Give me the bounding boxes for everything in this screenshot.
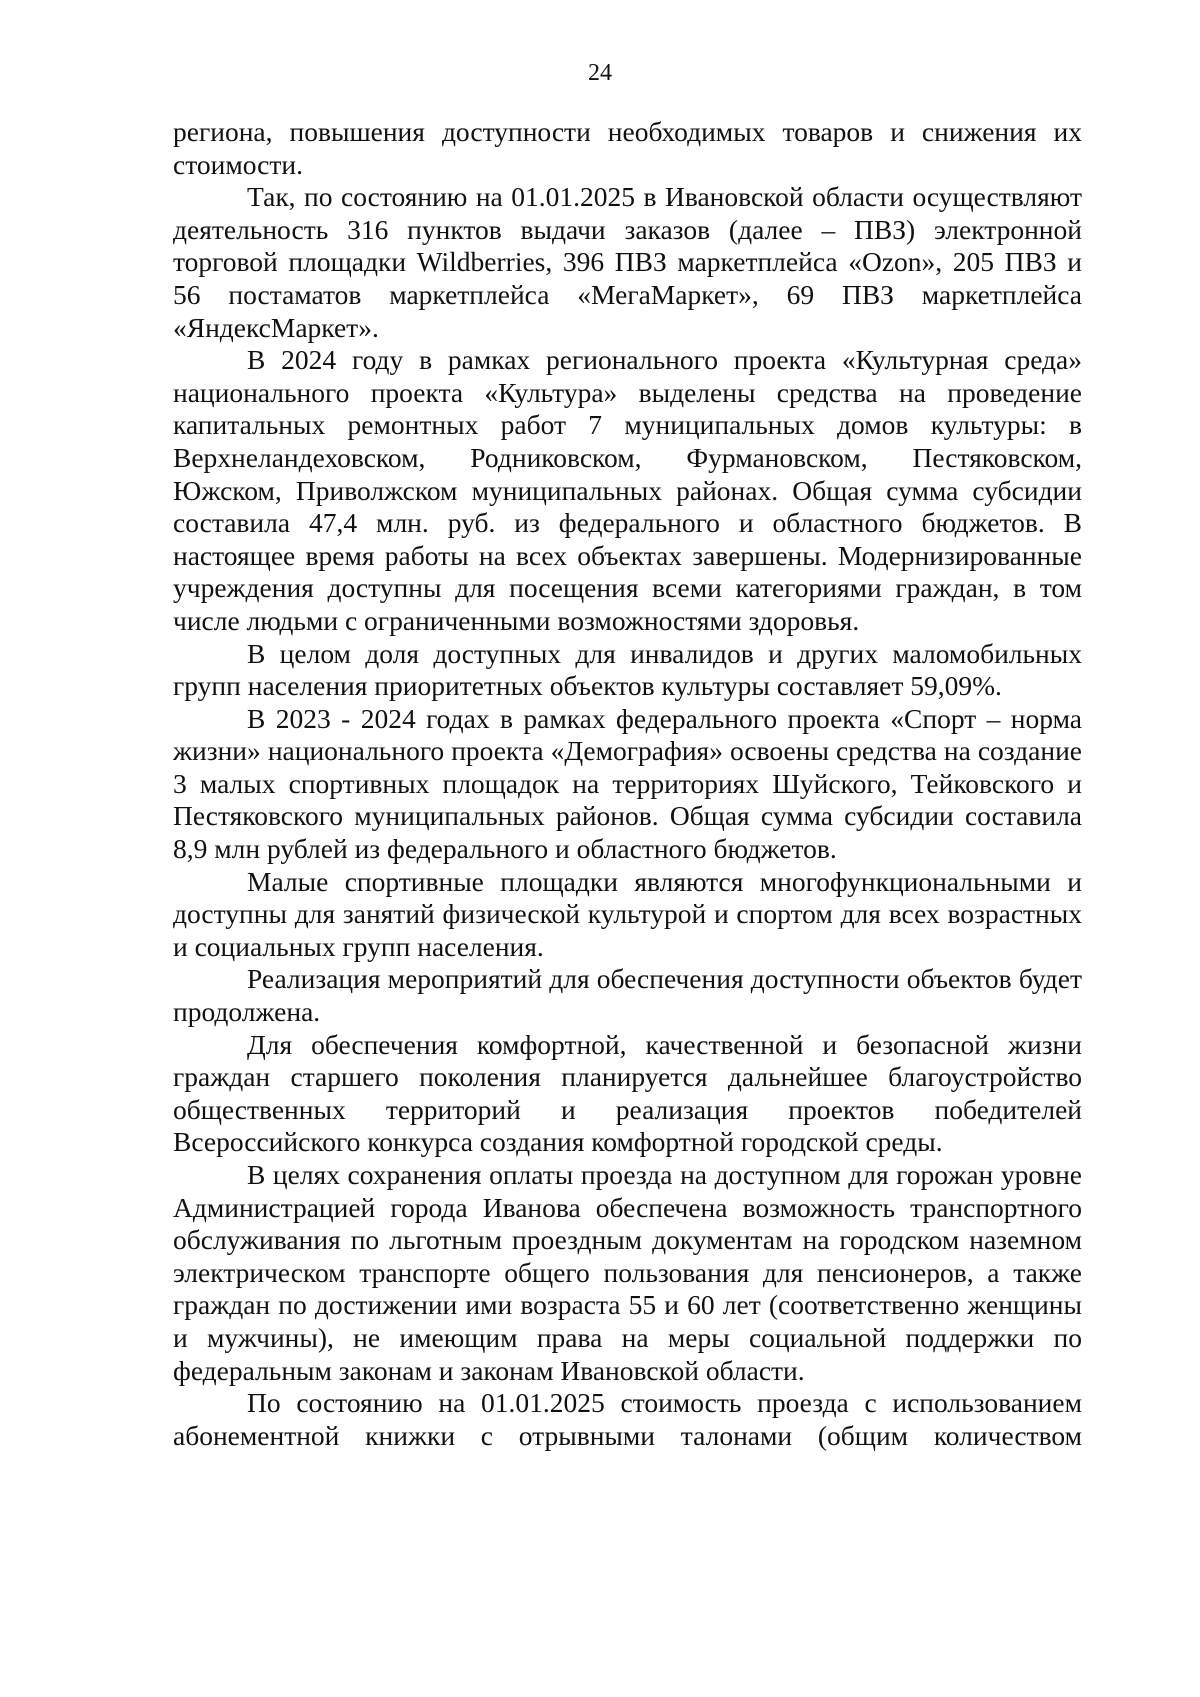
paragraph-fare: По состоянию на 01.01.2025 стоимость проезда с использованием абонементной книжки с отрывными талонами (общим количеством bbox=[173, 1387, 1082, 1451]
paragraph-sport-project: В 2023 - 2024 годах в рамках федерального проекта «Спорт – норма жизни» национального проекта «Демография» освоены средства на создание 3 малых спортивных площадок на территориях Шуйского, Тейковского и Пестяковского муниципальных районов. Общая сумма субсидии составила 8,9 млн рублей из федерального и областного бюджетов. bbox=[173, 702, 1082, 865]
paragraph-accessibility: Реализация мероприятий для обеспечения доступности объектов будет продолжена. bbox=[173, 963, 1082, 1028]
paragraph-sport-grounds: Малые спортивные площадки являются многофункциональными и доступны для занятий физической культурой и спортом для всех возрастных и социальных групп населения. bbox=[173, 865, 1082, 962]
paragraph-urban-environment: Для обеспечения комфортной, качественной и безопасной жизни граждан старшего поколения планируется дальнейшее благоустройство общественных территорий и реализация проектов победителей Всероссийского конкурса создания комфортной городской среды. bbox=[173, 1028, 1082, 1158]
paragraph-pickup-points: Так, по состоянию на 01.01.2025 в Ивановской области осуществляют деятельность 316 пунктов выдачи заказов (далее – ПВЗ) электронной торговой площадки Wildberries, 396 ПВЗ маркетплейса «Ozon», 205 ПВЗ и 56 постаматов маркетплейса «МегаМаркет», 69 ПВЗ маркетплейса «ЯндексМаркет». bbox=[173, 181, 1082, 343]
body-text bbox=[173, 116, 1082, 1452]
paragraph-culture-share: В целом доля доступных для инвалидов и других маломобильных групп населения приоритетных объектов культуры составляет 59,09%. bbox=[173, 637, 1082, 702]
paragraph-transport: В целях сохранения оплаты проезда на доступном для горожан уровне Администрацией города Иванова обеспечена возможность транспортного обслуживания по льготным проездным документам на городском наземном электрическом транспорте общего пользования для пенсионеров, а также граждан по достижении ими возраста 55 и 60 лет (соответственно женщины и мужчины), не имеющим права на меры социальной поддержки по федеральным законам и законам Ивановской области. bbox=[173, 1159, 1082, 1386]
page-number: 24 bbox=[588, 60, 612, 86]
paragraph-culture-project: В 2024 году в рамках регионального проекта «Культурная среда» национального проекта «Культура» выделены средства на проведение капитальных ремонтных работ 7 муниципальных домов культуры: в Верхнеландеховском, Родниковском, Фурмановском, Пестяковском, Южском, Приволжском муниципальных районах. Общая сумма субсидии составила 47,4 млн. руб. из федерального и областного бюджетов. В настоящее время работы на всех объектах завершены. Модернизированные учреждения доступны для посещения всеми категориями граждан, в том числе людьми с ограниченными возможностями здоровья. bbox=[173, 344, 1082, 636]
paragraph-continuation: региона, повышения доступности необходимых товаров и снижения их стоимости. bbox=[173, 116, 1082, 180]
